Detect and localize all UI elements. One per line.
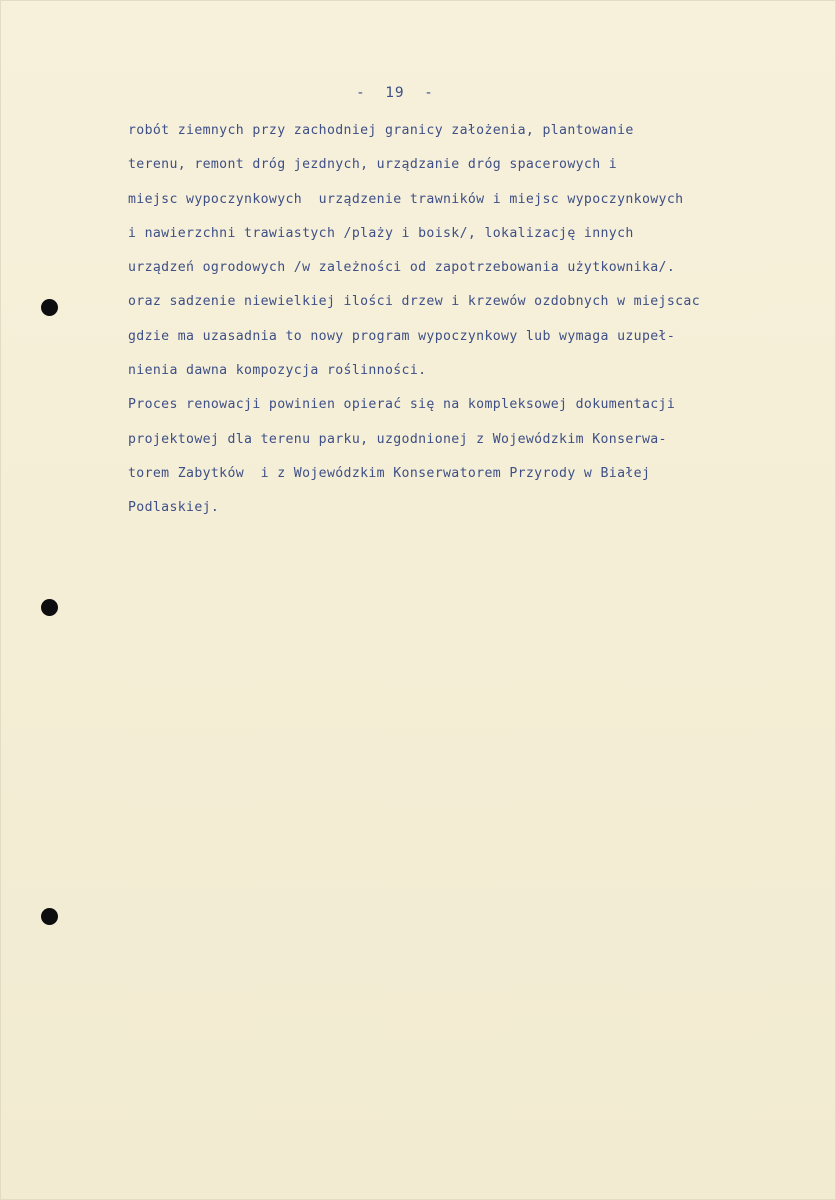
text-line-1: robót ziemnych przy zachodniej granicy założenia, plantowanie [128, 123, 634, 138]
body-text [128, 114, 828, 526]
text-line-9: Proces renowacji powinien opierać się na kompleksowej dokumentacji [128, 397, 676, 413]
text-line-4: i nawierzchni trawiastych /plaży i boisk/, lokalizację innych [128, 225, 634, 241]
text-line-5: urządzeń ogrodowych /w zależności od zapotrzebowania użytkownika/. [128, 260, 676, 276]
text-line-10: projektowej dla terenu parku, uzgodnionej z Wojewódzkim Konserwa- [128, 431, 667, 447]
page-number: - 19 - [356, 85, 434, 101]
text-line-6: oraz sadzenie niewielkiej ilości drzew i krzewów ozdobnych w miejscac [128, 294, 700, 310]
text-line-7: gdzie ma uzasadnia to nowy program wypoczynkowy lub wymaga uzupeł- [128, 328, 676, 344]
text-line-2: terenu, remont dróg jezdnych, urządzanie dróg spacerowych i [128, 157, 618, 173]
text-line-8: nienia dawna kompozycja roślinności. [128, 363, 427, 379]
punch-hole-middle [41, 599, 58, 616]
text-line-3: miejsc wypoczynkowych urządzenie trawników i miejsc wypoczynkowych [128, 191, 684, 207]
punch-hole-top [41, 299, 58, 316]
text-line-11: torem Zabytków i z Wojewódzkim Konserwatorem Przyrody w Białej [128, 465, 651, 481]
punch-hole-bottom [41, 908, 58, 925]
text-line-12: Podlaskiej. [128, 500, 220, 516]
